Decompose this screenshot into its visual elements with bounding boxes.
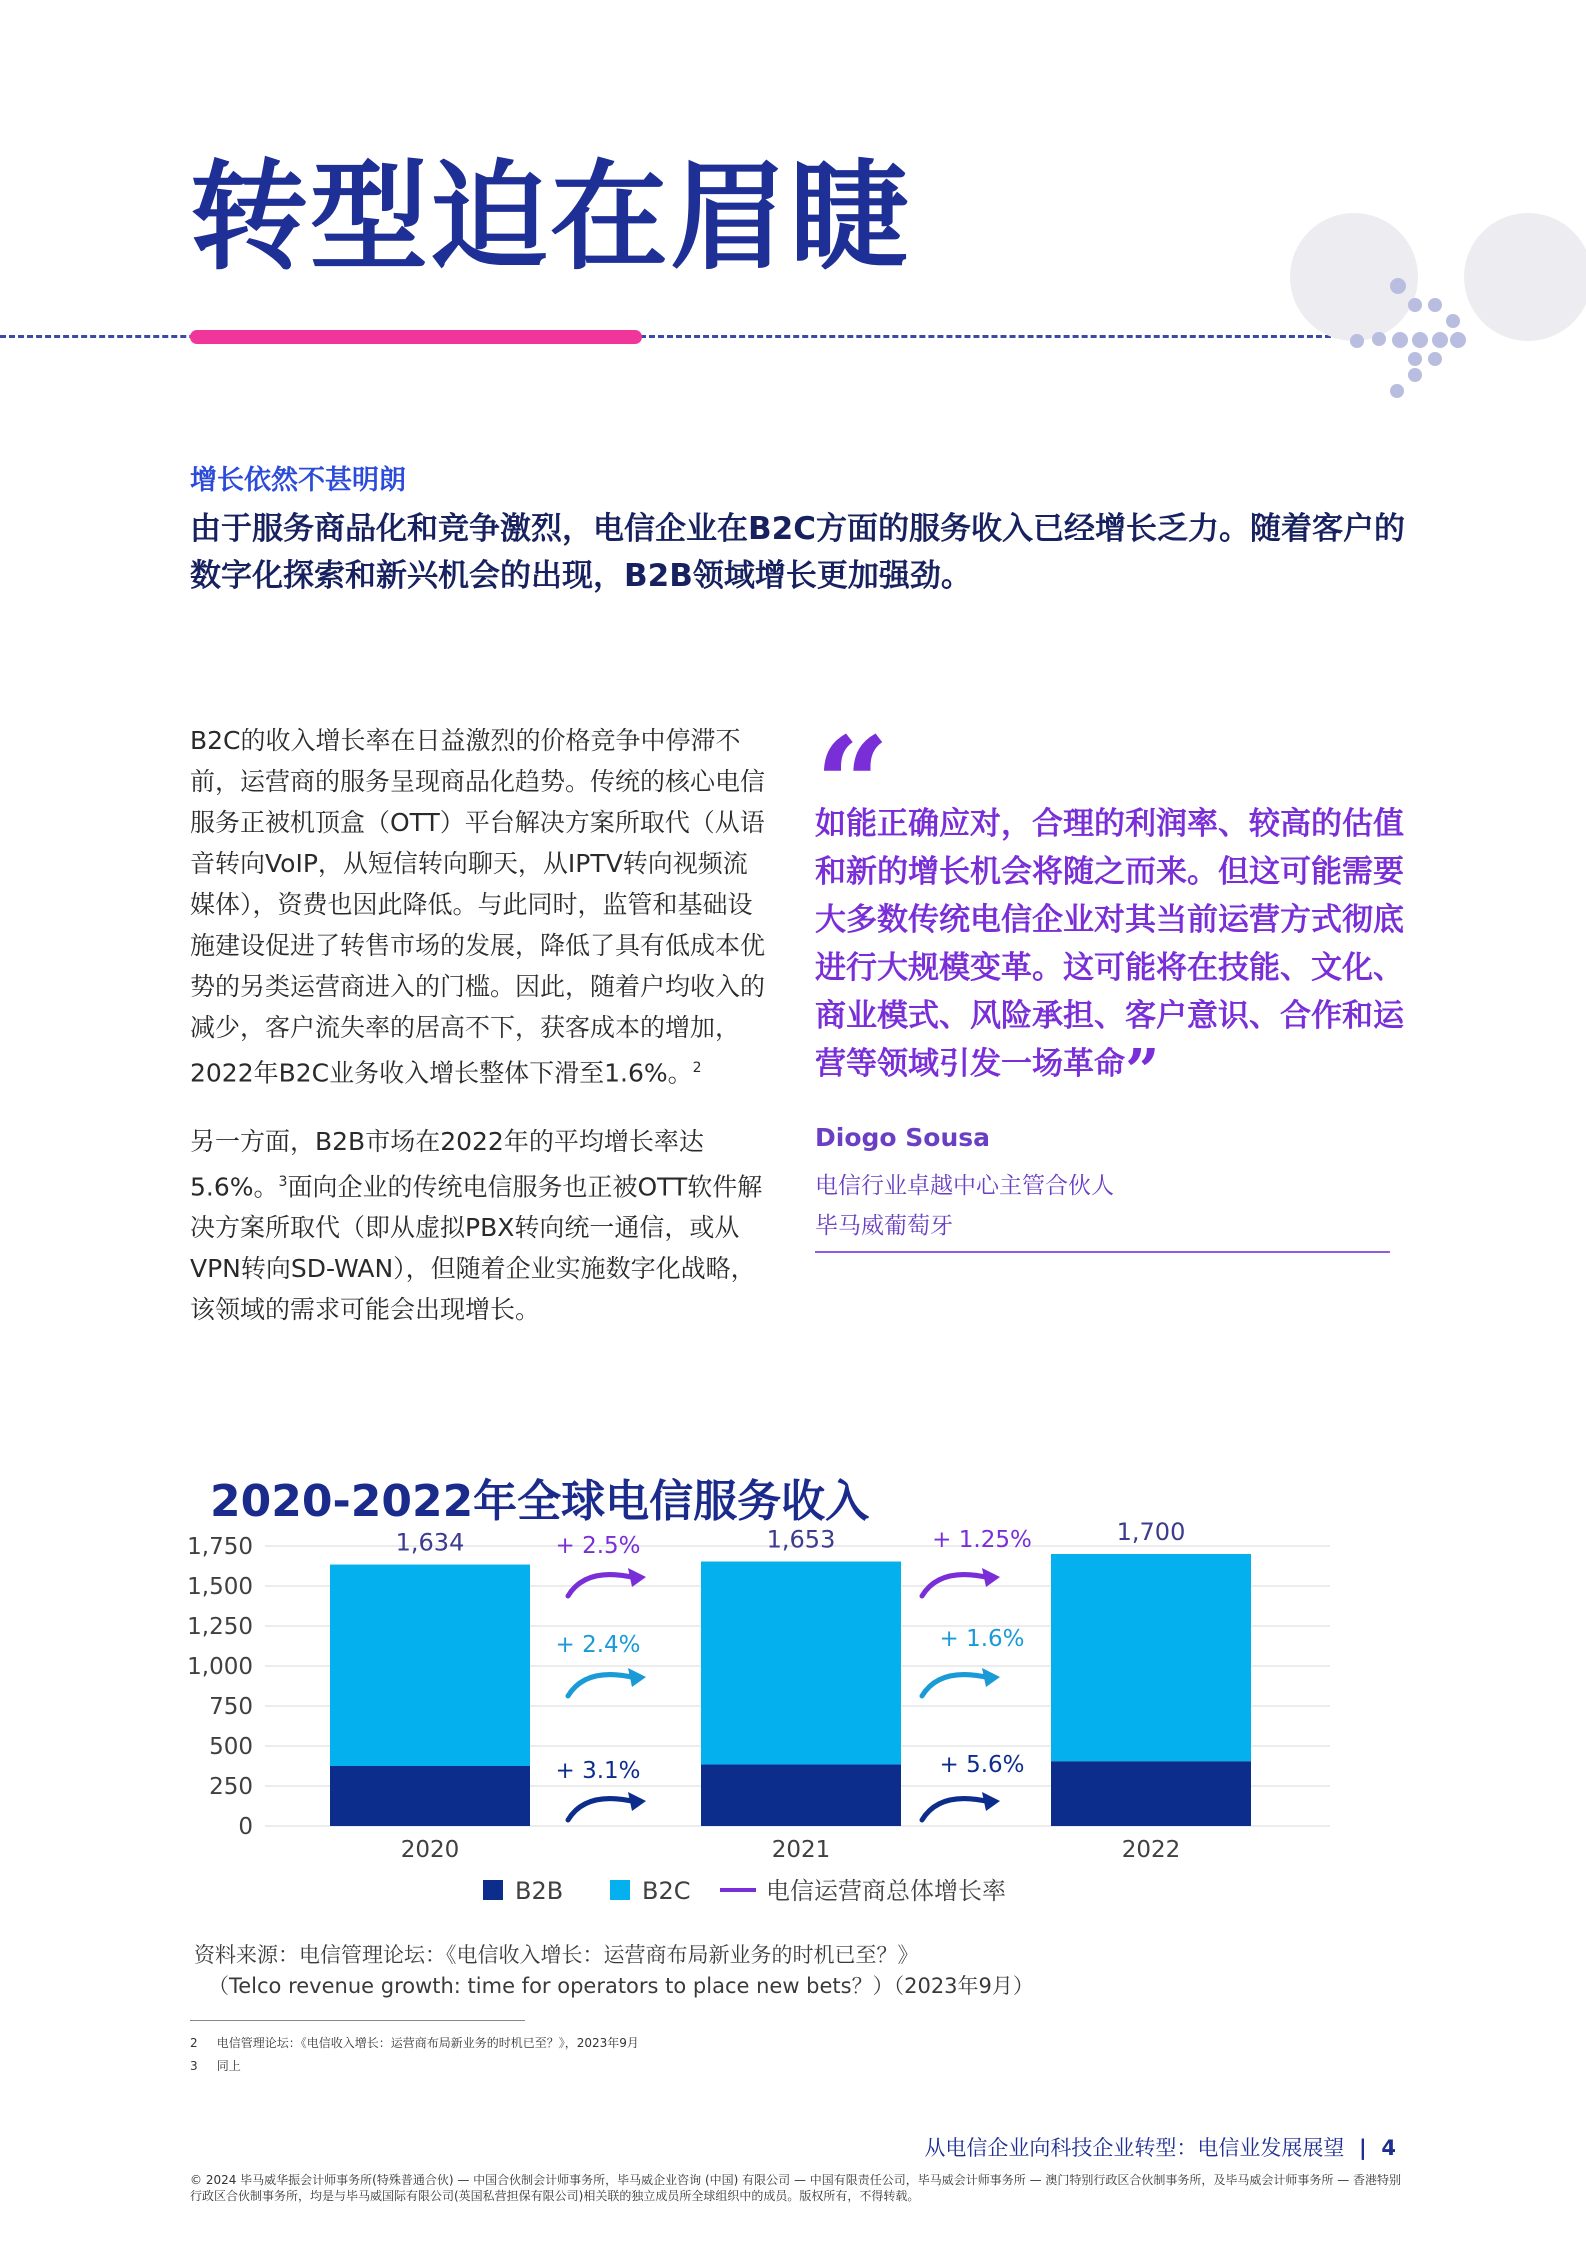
bar-b2c xyxy=(701,1562,901,1765)
growth-arrow-total xyxy=(922,1575,990,1596)
growth-arrow-b2b-head xyxy=(982,1792,1000,1811)
quote-author-info xyxy=(815,1166,1114,1246)
quote-author-name: Diogo Sousa xyxy=(815,1123,990,1152)
bar-b2b xyxy=(330,1766,530,1826)
y-tick-label: 1,750 xyxy=(187,1534,253,1560)
bar-b2b xyxy=(701,1764,901,1826)
lead-paragraph: 由于服务商品化和竞争激烈，电信企业在B2C方面的服务收入已经增长乏力。随着客户的数字化探索和新兴机会的出现，B2B领域增长更加强劲。 xyxy=(190,511,1405,594)
y-tick-label: 0 xyxy=(238,1814,253,1840)
footnote-number: 2 xyxy=(190,2036,198,2050)
footnote-text: 电信管理论坛：《电信收入增长：运营商布局新业务的时机已至？》，2023年9月 xyxy=(216,2036,639,2050)
footnote xyxy=(190,2034,639,2051)
bar-b2c xyxy=(1051,1554,1251,1761)
growth-label-total: + 1.25% xyxy=(932,1527,1032,1553)
decorative-dot xyxy=(1350,334,1364,348)
y-tick-label: 750 xyxy=(209,1694,253,1720)
x-tick-label: 2020 xyxy=(400,1837,460,1863)
decorative-dot xyxy=(1428,352,1442,366)
open-quote-icon: “ xyxy=(815,708,890,861)
section-subheading: 增长依然不甚明朗 xyxy=(190,465,406,496)
growth-arrow-b2c xyxy=(568,1675,636,1696)
legend-label: B2B xyxy=(515,1877,564,1905)
bar-b2c xyxy=(330,1565,530,1766)
decorative-dot xyxy=(1408,298,1422,312)
page-title: 转型迫在眉睫 xyxy=(190,148,911,286)
y-tick-label: 1,500 xyxy=(187,1574,253,1600)
x-tick-label: 2022 xyxy=(1121,1837,1181,1863)
legend-label: B2C xyxy=(642,1877,691,1905)
growth-arrow-b2b xyxy=(922,1799,990,1820)
footnote-rule xyxy=(190,2020,525,2021)
growth-arrow-b2b xyxy=(568,1799,636,1820)
x-tick-label: 2021 xyxy=(771,1837,831,1863)
bar-total-label: 1,653 xyxy=(766,1525,836,1554)
growth-arrow-total xyxy=(568,1575,636,1596)
decorative-dot xyxy=(1408,352,1422,366)
quote-text: 如能正确应对，合理的利润率、较高的估值和新的增长机会将随之而来。但这可能需要大多数传统电信企业对其当前运营方式彻底进行大规模变革。这可能将在技能、文化、商业模式、风险承担、客户意识、合作和运营等领域引发一场革命 xyxy=(815,806,1404,1082)
bar-b2b xyxy=(1051,1761,1251,1826)
decorative-dot xyxy=(1390,278,1406,294)
decorative-dot xyxy=(1412,332,1428,348)
y-tick-label: 1,000 xyxy=(187,1654,253,1680)
body-text: 另一方面，B2B市场在2022年的平均增长率达5.6%。 xyxy=(190,1127,704,1202)
y-tick-label: 500 xyxy=(209,1734,253,1760)
growth-arrow-b2c-head xyxy=(982,1668,1000,1687)
quote-divider xyxy=(815,1251,1390,1253)
legend-swatch xyxy=(483,1880,503,1900)
legend-label: 电信运营商总体增长率 xyxy=(766,1877,1006,1905)
y-tick-label: 250 xyxy=(209,1774,253,1800)
body-text: B2C的收入增长率在日益激烈的价格竞争中停滞不前，运营商的服务呈现商品化趋势。传统的核心电信服务正被机顶盒（OTT）平台解决方案所取代（从语音转向VoIP，从短信转向聊天，从IPTV转向视频流媒体），资费也因此降低。与此同时，监管和基础设施建设促进了转售市场的发展，降低了具有低成本优势的另类运营商进入的门槛。因此，随着户均收入的减少，客户流失率的居高不下，获客成本的增加，2022年B2C业务收入增长整体下滑至1.6%。 xyxy=(190,726,766,1088)
footnote xyxy=(190,2057,241,2074)
footnote-ref[interactable]: 2 xyxy=(692,1060,702,1076)
running-footer: 从电信企业向科技企业转型：电信业发展展望 | 4 xyxy=(924,2136,1396,2160)
bar-total-label: 1,634 xyxy=(395,1528,465,1557)
page-number: 4 xyxy=(1381,2136,1396,2160)
quote-author-role: 电信行业卓越中心主管合伙人 xyxy=(815,1173,1114,1199)
revenue-chart xyxy=(0,1510,1586,1930)
source-line: （Telco revenue growth: time for operators to place new bets？）（2023年9月） xyxy=(208,1974,1034,1998)
decorative-dot xyxy=(1432,332,1448,348)
growth-label-b2c: + 1.6% xyxy=(939,1626,1025,1652)
y-tick-label: 1,250 xyxy=(187,1614,253,1640)
footnote-ref[interactable]: 3 xyxy=(278,1174,288,1190)
decorative-dot xyxy=(1428,298,1442,312)
growth-arrow-total-head xyxy=(982,1568,1000,1587)
decorative-circle xyxy=(1290,213,1418,341)
source-line: 资料来源：电信管理论坛：《电信收入增长：运营商布局新业务的时机已至？》 xyxy=(194,1943,919,1967)
decorative-circle xyxy=(1464,213,1586,341)
growth-arrow-total-head xyxy=(628,1568,646,1587)
chart-source xyxy=(194,1940,1034,2002)
title-accent-bar xyxy=(190,330,642,344)
growth-label-b2b: + 3.1% xyxy=(555,1758,641,1784)
growth-label-b2b: + 5.6% xyxy=(939,1752,1025,1778)
decorative-dot xyxy=(1372,332,1386,346)
legend-swatch xyxy=(610,1880,630,1900)
decorative-dot xyxy=(1450,332,1466,348)
growth-arrow-b2c-head xyxy=(628,1668,646,1687)
decorative-dot xyxy=(1408,368,1422,382)
growth-label-total: + 2.5% xyxy=(555,1533,641,1559)
quote-author-org: 毕马威葡萄牙 xyxy=(815,1213,953,1239)
footnote-number: 3 xyxy=(190,2059,198,2073)
body-paragraph-1 xyxy=(190,720,770,1093)
decorative-dot xyxy=(1390,384,1404,398)
close-quote-icon: ” xyxy=(1125,1037,1160,1107)
bar-total-label: 1,700 xyxy=(1116,1518,1186,1546)
growth-arrow-b2c xyxy=(922,1675,990,1696)
footnote-text: 同上 xyxy=(216,2059,241,2073)
chart-title: 2020-2022年全球电信服务收入 xyxy=(210,1476,870,1527)
decorative-dot xyxy=(1392,332,1408,348)
pull-quote xyxy=(815,800,1415,1107)
body-text: 面向企业的传统电信服务也正被OTT软件解决方案所取代（即从虚拟PBX转向统一通信，或从VPN转向SD-WAN），但随着企业实施数字化战略，该领域的需求可能会出现增长。 xyxy=(190,1172,763,1325)
running-footer-title: 从电信企业向科技企业转型：电信业发展展望 xyxy=(924,2136,1345,2160)
growth-arrow-b2b-head xyxy=(628,1792,646,1811)
copyright-notice: © 2024 毕马威华振会计师事务所(特殊普通合伙) — 中国合伙制会计师事务所，毕马威企业咨询 (中国) 有限公司 — 中国有限责任公司，毕马威会计师事务所 — 澳门特别行政区合伙制事务所，及毕马威会计师事务所 — 香港特别行政区合伙制事务所，均是与毕马威国际有限公司(英国私营担保有限公司)相关联的独立成员所全球组织中的成员。版权所有，不得转载。 xyxy=(190,2173,1402,2203)
body-paragraph-2 xyxy=(190,1121,770,1330)
decorative-dot xyxy=(1446,314,1460,328)
growth-label-b2c: + 2.4% xyxy=(555,1632,641,1658)
